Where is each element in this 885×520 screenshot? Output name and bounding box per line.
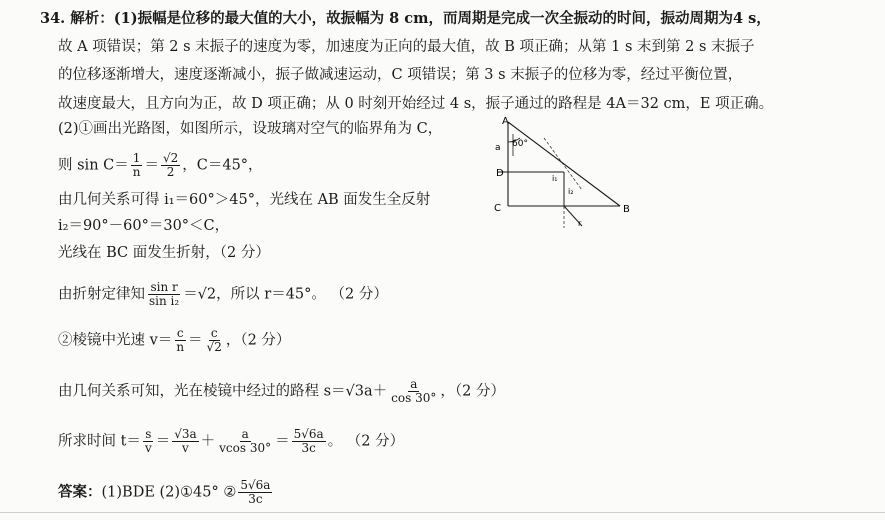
label-a: A: [502, 116, 509, 127]
geometry-line-2: i₂＝90°－60°＝30°＜C，: [58, 218, 230, 234]
time-line: 所求时间 t＝ $\frac{s}{v}$ ＝ $\frac{√3a}{v}$ ＋ $\frac{a}{vcos 30^\circ}$ ＝ $\frac{5√6a}{3c}$ 。 （2 分）: [58, 427, 405, 455]
path-length-line: 由几何关系可知，光在棱镜中经过的路程 s＝√3a＋ $\frac{a}{\cos 30^\circ}$ ，（2 分）: [58, 377, 505, 405]
normal-line-ab: [544, 138, 582, 190]
refraction-line: 光线在 BC 面发生折射，（2 分）: [58, 245, 270, 261]
fraction-a-over-cos30: $\frac{a}{\cos 30^\circ}$: [391, 377, 437, 405]
fraction-s-over-v: $\frac{s}{v}$: [144, 427, 152, 455]
sin-c-prefix: 则 sin C＝: [58, 157, 129, 174]
label-side-a: a: [495, 143, 501, 153]
geometry-line-1: 由几何关系可得 i₁＝60°＞45°，光线在 AB 面发生全反射: [58, 192, 431, 208]
part2-intro: (2)①画出光路图，如图所示，设玻璃对空气的临界角为 C，: [58, 121, 443, 137]
fraction-sinr-over-sini2: $\frac{\text{sin r}}{\text{sin i₂}}$: [149, 280, 180, 308]
label-r: r: [578, 219, 582, 228]
answer-line: 答案：(1)BDE (2)①45° ② $\frac{5√6a}{3c}$: [58, 478, 271, 506]
light-speed-line: ②棱镜中光速 v＝ $\frac{c}{n}$ ＝ $\frac{c}{√2}$ ，（2 分）: [58, 326, 291, 354]
label-b: B: [623, 204, 630, 215]
refraction-law-line: 由折射定律知 $\frac{\text{sin r}}{\text{sin i₂}}$ ＝√2，所以 r＝45°。 （2 分）: [58, 280, 388, 308]
answer-fraction: $\frac{5√6a}{3c}$: [240, 478, 271, 506]
fraction-c-over-n: $\frac{c}{n}$: [176, 326, 185, 354]
fraction-c-over-root2: $\frac{c}{√2}$: [206, 326, 222, 354]
fraction-root2-over-2: $\frac{√2}{2}$: [162, 151, 179, 179]
light-path-diagram: [492, 116, 642, 236]
line-2: 故 A 项错误；第 2 s 末振子的速度为零，加速度为正向的最大值，故 B 项正确；从第 1 s 末到第 2 s 末振子: [58, 39, 755, 55]
fraction-root3a-over-v: $\frac{√3a}{v}$: [174, 427, 197, 455]
line-1: 34. 解析：(1)振幅是位移的最大值的大小，故振幅为 8 cm，而周期是完成一次全振动的时间，振动周期为4 s，: [40, 10, 771, 27]
label-i2: i₂: [568, 187, 574, 196]
fraction-a-over-vcos30: $\frac{a}{vcos 30^\circ}$: [219, 427, 272, 455]
label-angle: 60°: [512, 139, 528, 149]
bottom-divider: [0, 512, 885, 513]
label-d: D: [496, 168, 504, 179]
fraction-1-over-n: $\frac{1}{n}$: [132, 151, 141, 179]
sin-c-line: 则 sin C＝ $\frac{1}{n}$ ＝ $\frac{√2}{2}$ ，C＝45°，: [58, 151, 263, 179]
line-4: 故速度最大，且方向为正，故 D 项正确；从 0 时刻开始经过 4 s，振子通过的路程是 4A＝32 cm，E 项正确。: [58, 96, 774, 112]
fraction-5root6a-over-3c: $\frac{5√6a}{3c}$: [293, 427, 324, 455]
line-3: 的位移逐渐增大，速度逐渐减小，振子做减速运动，C 项错误；第 3 s 末振子的位移为零，经过平衡位置，: [58, 67, 743, 83]
label-c: C: [494, 203, 501, 214]
answer-label: 答案：: [58, 483, 102, 501]
label-i1: i₁: [552, 174, 558, 183]
